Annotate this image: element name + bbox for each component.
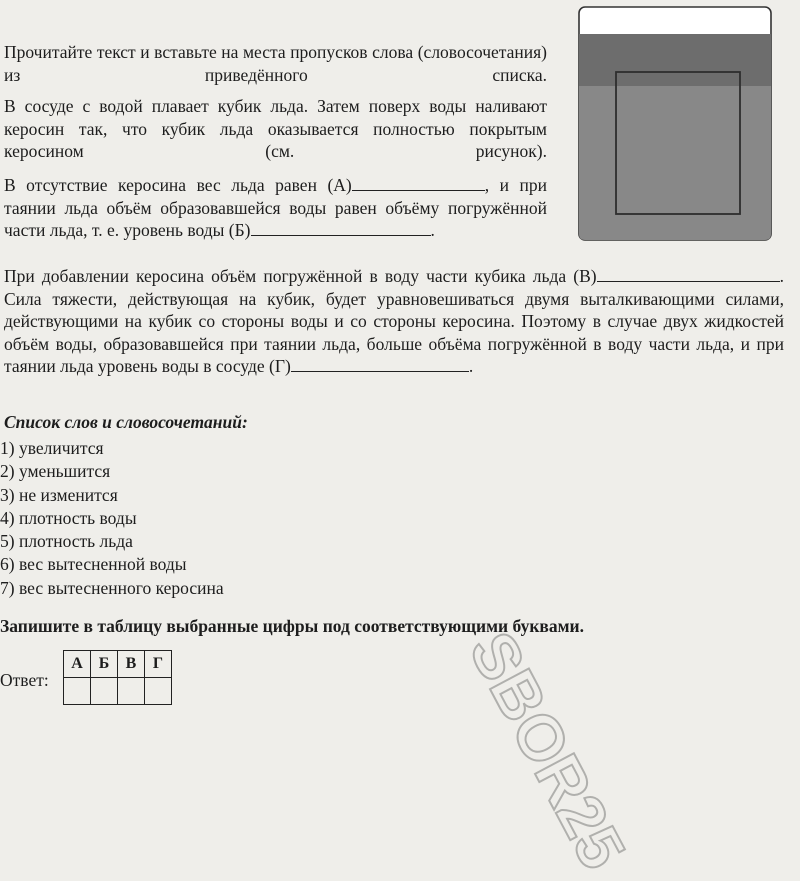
instruction: Запишите в таблицу выбранные цифры под соответствующими буквами. — [0, 616, 584, 636]
paragraph-1-part-b: , и при таянии льда объём образовавшейся воды равен объёму погружённой части льда, т. е. уровень воды (Б) — [4, 175, 547, 240]
paragraph-1-part-a: В отсутствие керосина вес льда равен (А) — [4, 175, 352, 195]
list-item: 7) вес вытесненного керосина — [0, 577, 224, 598]
answer-cell[interactable] — [118, 678, 145, 705]
situation-paragraph: В сосуде с водой плавает кубик льда. Затем поверх воды наливают керосин так, что кубик льда оказывается полностью покрытым керосином (см. рисунок). — [4, 96, 547, 161]
list-item: 2) уменьшится — [0, 461, 111, 482]
blank-v — [597, 266, 780, 282]
list-item: 1) увеличится — [0, 438, 104, 458]
column-header: Г — [145, 651, 172, 678]
paragraph-1-end: . — [430, 220, 435, 240]
watermark: SBOR25 — [455, 620, 640, 881]
blank-b — [251, 220, 431, 236]
paragraph-2-end: . — [468, 356, 474, 376]
list-item: 6) вес вытесненной воды — [0, 554, 187, 575]
paragraph-2 — [4, 265, 784, 378]
word-list-heading: Список слов и словосочетаний: — [4, 412, 248, 432]
blank-g — [291, 356, 469, 372]
answer-label: Ответ: — [0, 670, 49, 690]
paragraph-1 — [4, 174, 547, 242]
column-header: А — [64, 651, 91, 678]
answer-cell[interactable] — [91, 678, 118, 705]
vessel-drawing — [578, 6, 772, 242]
paragraph-2-part-a: При добавлении керосина объём погружённой в воду части кубика льда (В) — [4, 266, 597, 286]
intro-paragraph: Прочитайте текст и вставьте на места пропусков слова (словосочетания) из приведённого списка. — [4, 42, 547, 85]
column-header: Б — [91, 651, 118, 678]
vessel-figure — [578, 6, 772, 242]
blank-a — [352, 175, 485, 191]
list-item: 4) плотность воды — [0, 507, 137, 528]
paragraph-2-part-b: . Сила тяжести, действующая на кубик, будет уравновешиваться двумя выталкивающими силами, действующими на кубик со стороны воды и со стороны керосина. Поэтому в случае двух жидкостей объём воды, образовавшейся при таянии льда, больше объёма погружённой в воду части льда, и при таянии льда уровень воды в сосуде (Г) — [4, 266, 784, 376]
word-list — [0, 437, 224, 600]
list-item: 3) не изменится — [0, 484, 118, 505]
kerosene-layer — [579, 34, 771, 86]
answer-cell[interactable] — [64, 678, 91, 705]
column-header: В — [118, 651, 145, 678]
list-item: 5) плотность льда — [0, 531, 133, 552]
water-layer — [579, 86, 771, 240]
answer-table — [63, 650, 172, 705]
answer-cell[interactable] — [145, 678, 172, 705]
